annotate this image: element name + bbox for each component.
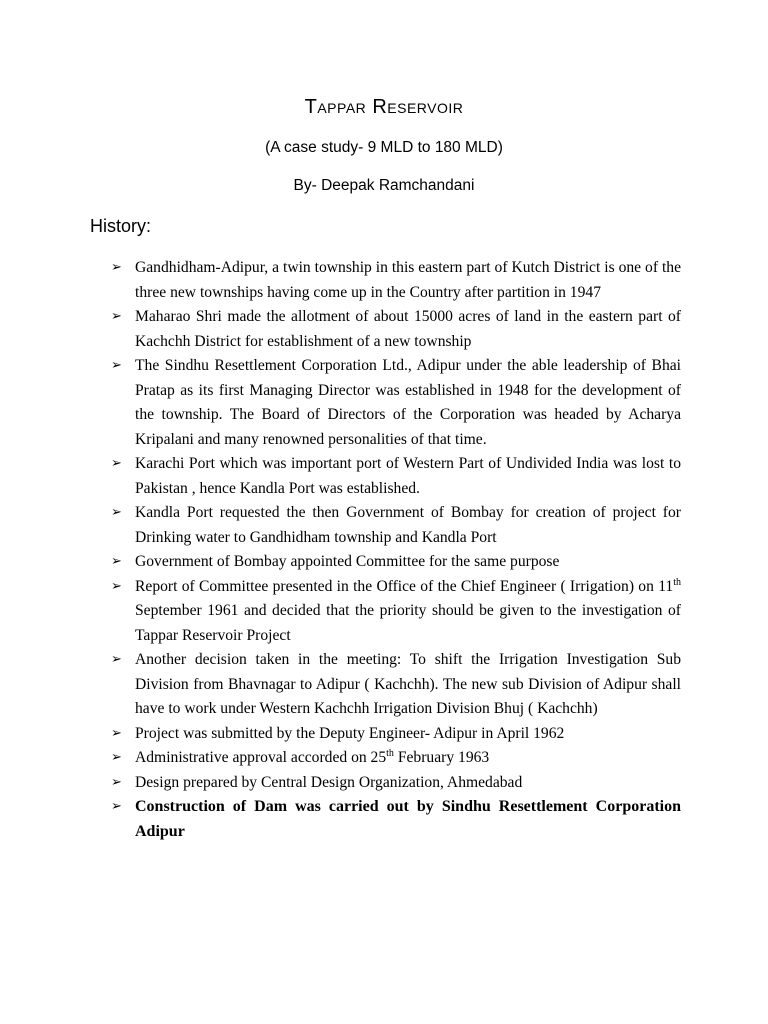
arrow-bullet-icon: ➢ [111,554,122,569]
list-item [111,722,681,747]
bullet-text: Kandla Port requested the then Government of Bombay for creation of project for Drinking water to Gandhidham township and Kandla Port [135,504,681,546]
section-heading-history: History: [90,216,152,236]
arrow-bullet-icon: ➢ [111,260,122,275]
bullet-text-part: Administrative approval accorded on 25 [135,749,387,766]
list-item [111,550,681,575]
arrow-bullet-icon: ➢ [111,774,122,790]
bullet-text: Karachi Port which was important port of Western Part of Undivided India was lost to Pakistan , hence Kandla Port was established. [135,455,681,497]
list-item [111,354,681,452]
list-item [111,746,681,771]
list-item [111,648,681,722]
list-item [111,452,681,501]
bullet-text-part: February 1963 [393,749,490,766]
document-byline: By- Deepak Ramchandani [293,177,475,194]
bullet-text [135,749,489,766]
bullet-text-part: September 1961 and decided that the priority should be given to the investigation of Tappar Reservoir Project [135,602,681,644]
bullet-text: Gandhidham-Adipur, a twin township in this eastern part of Kutch District is one of the three new townships having come up in the Country after partition in 1947 [135,259,681,301]
history-bullet-list [111,256,681,844]
ordinal-suffix: th [673,576,681,588]
list-item [111,305,681,354]
bullet-text: Maharao Shri made the allotment of about 15000 acres of land in the eastern part of Kachchh District for establishment of a new township [135,308,681,350]
arrow-bullet-icon: ➢ [111,505,122,520]
bullet-text: Project was submitted by the Deputy Engineer- Adipur in April 1962 [135,724,565,742]
list-item [111,795,681,844]
list-item [111,575,681,649]
list-item [111,256,681,305]
document-title: Tappar Reservoir [304,96,464,118]
arrow-bullet-icon: ➢ [111,358,122,373]
arrow-bullet-icon: ➢ [111,578,122,594]
bullet-text [135,578,681,644]
bullet-text: Construction of Dam was carried out by Sindhu Resettlement Corporation Adipur [135,798,681,840]
bullet-text: Design prepared by Central Design Organization, Ahmedabad [135,773,523,791]
arrow-bullet-icon: ➢ [111,725,122,741]
arrow-bullet-icon: ➢ [111,309,122,324]
ordinal-suffix: th [386,747,394,759]
bullet-text-part: Report of Committee presented in the Office of the Chief Engineer ( Irrigation) on 11 [135,577,674,595]
bullet-text: The Sindhu Resettlement Corporation Ltd., Adipur under the able leadership of Bhai Pratap as its first Managing Director was established in 1948 for the development of the township. The Board of Directors of the Corporation was headed by Acharya Kripalani and many renowned personalities of that time. [135,357,681,448]
arrow-bullet-icon: ➢ [111,750,122,765]
bullet-text: Government of Bombay appointed Committee for the same purpose [135,553,560,570]
arrow-bullet-icon: ➢ [111,799,122,814]
arrow-bullet-icon: ➢ [111,652,122,667]
list-item [111,771,681,796]
document-subtitle: (A case study- 9 MLD to 180 MLD) [265,139,503,156]
bullet-text: Another decision taken in the meeting: To shift the Irrigation Investigation Sub Division from Bhavnagar to Adipur ( Kachchh). The new sub Division of Adipur shall have to work under Western Kachchh Irrigation Division Bhuj ( Kachchh) [135,651,681,717]
arrow-bullet-icon: ➢ [111,456,122,471]
list-item [111,501,681,550]
